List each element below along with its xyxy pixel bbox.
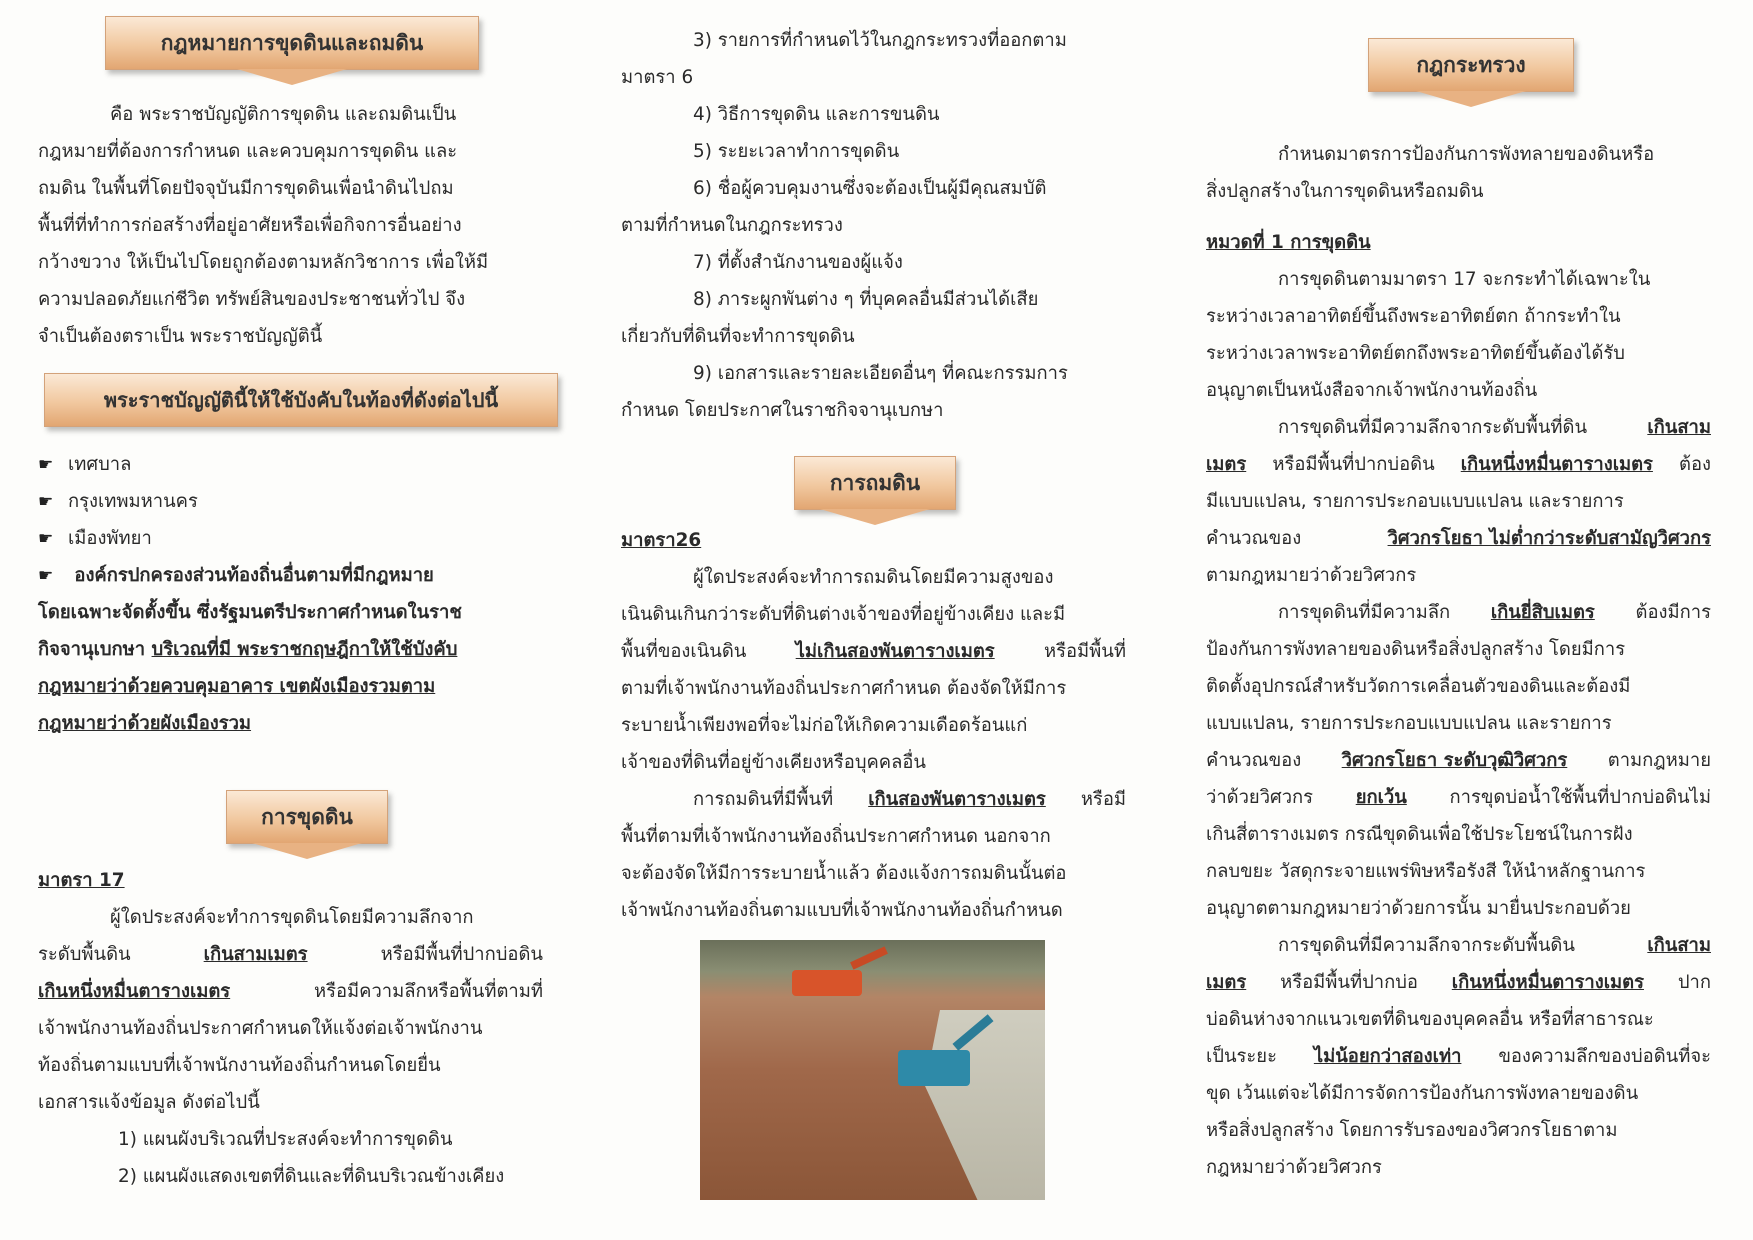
paragraph-line: หรือสิ่งปลูกสร้าง โดยการรับรองของวิศวกรโยธาตาม [1206,1120,1618,1141]
paragraph-line: เมตร หรือมีพื้นที่ปากบ่อ เกินหนึ่งหมื่นตารางเมตร ปาก [1206,972,1711,993]
intro-paragraph [38,96,543,355]
paragraph-line: เจ้าพนักงานท้องถิ่นตามแบบที่เจ้าพนักงานท้องถิ่นกำหนด [621,900,1063,921]
pointing-hand-icon: ☛ [38,492,54,512]
paragraph-line: เกินสี่ตารางเมตร กรณีขุดดินเพื่อใช้ประโยชน์ในการฝัง [1206,824,1633,845]
paragraph-line: ท้องถิ่นตามแบบที่เจ้าพนักงานท้องถิ่นกำหนดโดยยื่น [38,1055,441,1076]
paragraph-line: ระหว่างเวลาอาทิตย์ขึ้นถึงพระอาทิตย์ตก ถ้ากระทำใน [1206,306,1621,327]
paragraph-line: สิ่งปลูกสร้างในการขุดดินหรือถมดิน [1206,181,1484,202]
paragraph-line: กลบขยะ วัสดุกระจายแพร่พิษหรือรังสี ให้นำหลักฐานการ [1206,861,1646,882]
list-item-line: กิจจานุเบกษา บริเวณที่มี พระราชกฤษฎีกาให้ใช้บังคับ [38,639,458,660]
list-item-line: กำหนด โดยประกาศในราชกิจจานุเบกษา [621,400,944,421]
list-item: 8) ภาระผูกพันต่าง ๆ ที่บุคคลอื่นมีส่วนได้เสีย [693,289,1039,310]
intro-line: จำเป็นต้องตราเป็น พระราชบัญญัตินี้ [38,326,323,347]
paragraph-line: ขุด เว้นแต่จะได้มีการจัดการป้องกันการพังทลายของดิน [1206,1083,1639,1104]
intro-line: พื้นที่ที่ทำการก่อสร้างที่อยู่อาศัยหรือเพื่อกิจการอื่นอย่าง [38,215,462,236]
list-item: 6) ชื่อผู้ควบคุมงานซึ่งจะต้องเป็นผู้มีคุณสมบัติ [693,178,1047,199]
paragraph-line: มีแบบแปลน, รายการประกอบแบบแปลน และรายการ [1206,491,1624,512]
paragraph-line: ติดตั้งอุปกรณ์สำหรับวัดการเคลื่อนตัวของดินและต้องมี [1206,676,1631,697]
orange-excavator [792,970,862,996]
banner-scope: พระราชบัญญัตินี้ให้ใช้บังคับในท้องที่ดังต่อไปนี้ [44,373,558,427]
pointing-hand-icon: ☛ [38,455,54,475]
banner-law: กฎหมายการขุดดินและถมดิน [105,16,479,70]
list-item: 4) วิธีการขุดดิน และการขนดิน [693,104,940,125]
paragraph-line: การขุดดินตามมาตรา 17 จะกระทำได้เฉพาะใน [1278,269,1651,290]
list-item: 7) ที่ตั้งสำนักงานของผู้แจ้ง [693,252,903,273]
orange-excavator-arm [850,946,888,969]
paragraph-line: ระดับพื้นดิน เกินสามเมตร หรือมีพื้นที่ปากบ่อดิน [38,944,543,965]
paragraph-line: พื้นที่ตามที่เจ้าพนักงานท้องถิ่นประกาศกำหนด นอกจาก [621,826,1051,847]
banner-regulation: กฎกระทรวง [1368,38,1574,92]
paragraph-line: การถมดินที่มีพื้นที่ เกินสองพันตารางเมตร หรือมี [693,789,1126,810]
paragraph-line: อนุญาตตามกฎหมายว่าด้วยการนั้น มายื่นประกอบด้วย [1206,898,1631,919]
list-item-line: ตามที่กำหนดในกฎกระทรวง [621,215,843,236]
section-heading: มาตรา26 [621,530,702,551]
intro-line: ความปลอดภัยแก่ชีวิต ทรัพย์สินของประชาชนทั่วไป จึง [38,289,466,310]
chapter-1 [1206,224,1711,1186]
list-item-line: เกี่ยวกับที่ดินที่จะทำการขุดดิน [621,326,855,347]
list-item: 5) ระยะเวลาทำการขุดดิน [693,141,900,162]
intro-line: ถมดิน ในพื้นที่โดยปัจจุบันมีการขุดดินเพื่อนำดินไปถม [38,178,454,199]
paragraph-line: คำนวณของ วิศวกรโยธา ระดับวุฒิวิศวกร ตามกฎหมาย [1206,750,1711,771]
paragraph-line: กฎหมายว่าด้วยวิศวกร [1206,1157,1382,1178]
scope-list [38,446,543,742]
paragraph-line: เกินหนึ่งหมื่นตารางเมตร หรือมีความลึกหรือพื้นที่ตามที่ [38,981,543,1002]
paragraph-line: ระบายน้ำเพียงพอที่จะไม่ก่อให้เกิดความเดือดร้อนแก่ [621,715,1028,736]
paragraph-line: เนินดินเกินกว่าระดับที่ดินต่างเจ้าของที่อยู่ข้างเคียง และมี [621,604,1066,625]
items-continued [621,22,1126,429]
paragraph-line: ผู้ใดประสงค์จะทำการขุดดินโดยมีความลึกจาก [110,907,474,928]
paragraph-line: เมตร หรือมีพื้นที่ปากบ่อดิน เกินหนึ่งหมื่นตารางเมตร ต้อง [1206,454,1711,475]
blue-excavator [898,1050,970,1086]
paragraph-line: เจ้าพนักงานท้องถิ่นประกาศกำหนดให้แจ้งต่อเจ้าพนักงาน [38,1018,483,1039]
list-item-line: มาตรา 6 [621,67,694,88]
paragraph-line: ตามกฎหมายว่าด้วยวิศวกร [1206,565,1417,586]
paragraph-line: แบบแปลน, รายการประกอบแบบแปลน และรายการ [1206,713,1612,734]
paragraph-line: กำหนดมาตรการป้องกันการพังทลายของดินหรือ [1278,144,1655,165]
paragraph-line: ตามที่เจ้าพนักงานท้องถิ่นประกาศกำหนด ต้องจัดให้มีการ [621,678,1067,699]
list-item: ☛ เมืองพัทยา [38,520,543,557]
pointing-hand-icon: ☛ [38,566,54,586]
banner-dig: การขุดดิน [226,790,388,844]
paragraph-line: ผู้ใดประสงค์จะทำการถมดินโดยมีความสูงของ [693,567,1054,588]
paragraph-line: เป็นระยะ ไม่น้อยกว่าสองเท่า ของความลึกของบ่อดินที่จะ [1206,1046,1711,1067]
paragraph-line: การขุดดินที่มีความลึก เกินยี่สิบเมตร ต้องมีการ [1278,602,1711,623]
list-item: ☛ เทศบาล [38,446,543,483]
list-item-line: กฎหมายว่าด้วยควบคุมอาคาร เขตผังเมืองรวมตาม [38,676,436,697]
intro-line: กฎหมายที่ต้องการกำหนด และควบคุมการขุดดิน และ [38,141,458,162]
paragraph-line: คำนวณของ วิศวกรโยธา ไม่ต่ำกว่าระดับสามัญวิศวกร [1206,528,1711,549]
paragraph-line: พื้นที่ของเนินดิน ไม่เกินสองพันตารางเมตร หรือมีพื้นที่ [621,641,1126,662]
banner-fill: การถมดิน [794,456,956,510]
paragraph-line: ป้องกันการพังทลายของดินหรือสิ่งปลูกสร้าง โดยมีการ [1206,639,1626,660]
paragraph-line: ว่าด้วยวิศวกร ยกเว้น การขุดบ่อน้ำใช้พื้นที่ปากบ่อดินไม่ [1206,787,1711,808]
paragraph-line: การขุดดินที่มีความลึกจากระดับพื้นดิน เกินสาม [1278,935,1711,956]
excavation-photo [700,940,1045,1200]
list-item-line: โดยเฉพาะจัดตั้งขึ้น ซึ่งรัฐมนตรีประกาศกำหนดในราช [38,602,462,623]
regulation-intro [1206,136,1711,210]
section-26 [621,522,1126,929]
list-item-line: กฎหมายว่าด้วยผังเมืองรวม [38,713,252,734]
section-17 [38,862,543,1195]
chapter-heading: หมวดที่ 1 การขุดดิน [1206,232,1371,253]
paragraph-line: เจ้าของที่ดินที่อยู่ข้างเคียงหรือบุคคลอื่น [621,752,926,773]
pointing-hand-icon: ☛ [38,529,54,549]
intro-line: กว้างขวาง ให้เป็นไปโดยถูกต้องตามหลักวิชาการ เพื่อให้มี [38,252,489,273]
list-item: 1) แผนผังบริเวณที่ประสงค์จะทำการขุดดิน [118,1129,453,1150]
list-item: ☛ องค์กรปกครองส่วนท้องถิ่นอื่นตามที่มีกฎหมาย [38,557,543,594]
paragraph-line: การขุดดินที่มีความลึกจากระดับพื้นที่ดิน เกินสาม [1278,417,1711,438]
list-item: 3) รายการที่กำหนดไว้ในกฎกระทรวงที่ออกตาม [693,30,1067,51]
paragraph-line: บ่อดินห่างจากแนวเขตที่ดินของบุคคลอื่น หรือที่สาธารณะ [1206,1009,1654,1030]
paragraph-line: จะต้องจัดให้มีการระบายน้ำแล้ว ต้องแจ้งการถมดินนั้นต่อ [621,863,1067,884]
paragraph-line: ระหว่างเวลาพระอาทิตย์ตกถึงพระอาทิตย์ขึ้นต้องได้รับ [1206,343,1625,364]
paragraph-line: อนุญาตเป็นหนังสือจากเจ้าพนักงานท้องถิ่น [1206,380,1538,401]
paragraph-line: เอกสารแจ้งข้อมูล ดังต่อไปนี้ [38,1092,260,1113]
list-item: 9) เอกสารและรายละเอียดอื่นๆ ที่คณะกรรมการ [693,363,1068,384]
section-heading: มาตรา 17 [38,870,125,891]
intro-line: คือ พระราชบัญญัติการขุดดิน และถมดินเป็น [110,104,457,125]
list-item: ☛ กรุงเทพมหานคร [38,483,543,520]
list-item: 2) แผนผังแสดงเขตที่ดินและที่ดินบริเวณข้างเคียง [118,1166,505,1187]
